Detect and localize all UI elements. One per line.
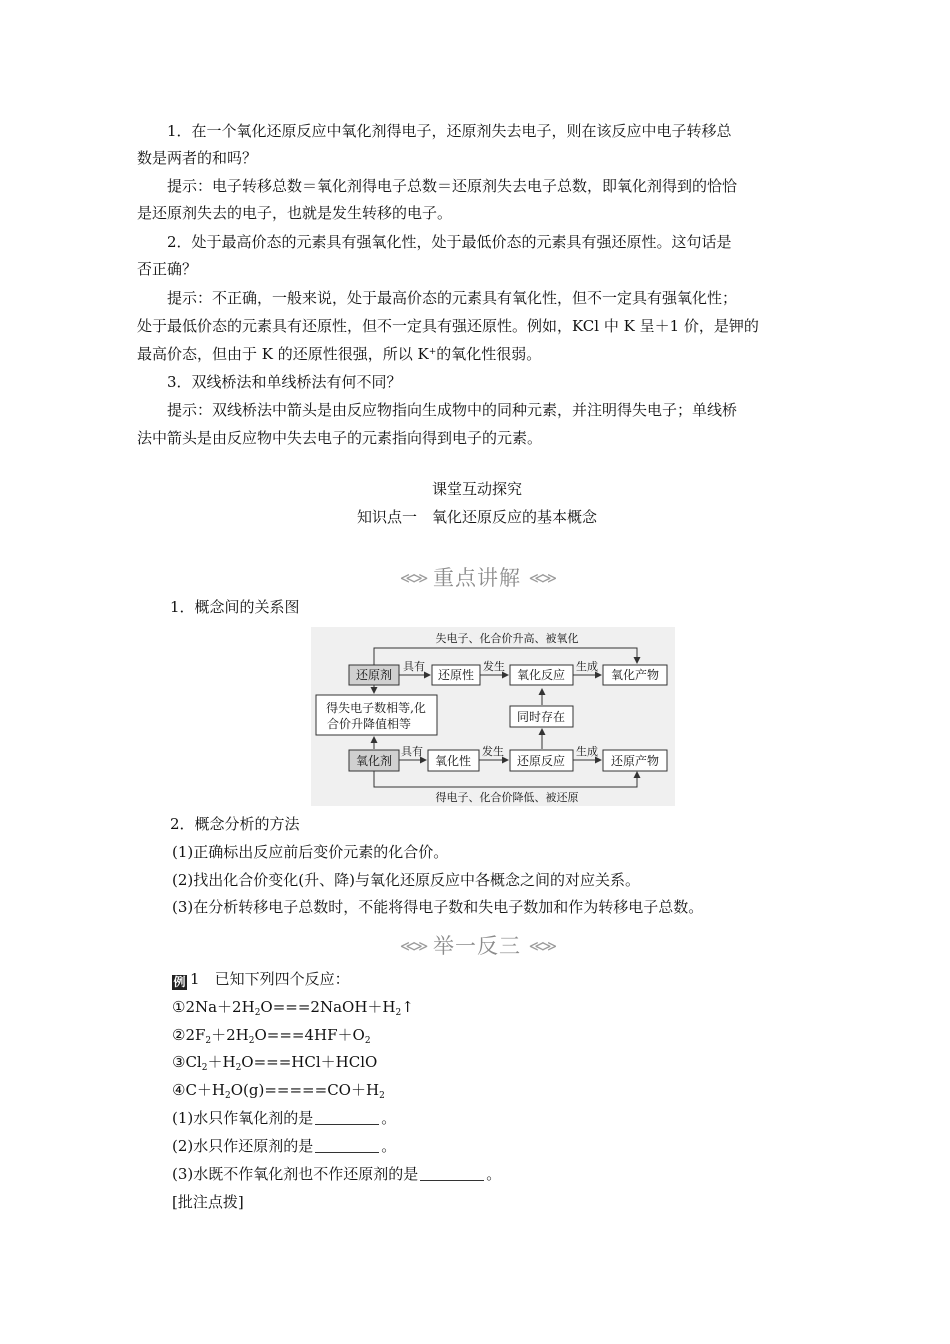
banner-deco-right: ≪≫	[528, 937, 555, 955]
question-2: 2．处于最高价态的元素具有强氧化性，处于最低价态的元素具有强还原性。这句话是	[167, 233, 732, 251]
question-2-cont: 否正确？	[137, 260, 198, 278]
label-forms-2: 生成	[576, 745, 598, 758]
example-intro-text: 已知下列四个反应：	[214, 970, 350, 988]
section-title: 课堂互动探究	[431, 480, 522, 498]
label-has-2: 具有	[401, 745, 423, 758]
banner-deco-right: ≪≫	[528, 569, 555, 587]
box-equal-line-2: 合价升降值相等	[326, 717, 412, 731]
point-2-item-3: (3)在分析转移电子总数时，不能将得电子数和失电子数加和作为转移电子总数。	[172, 898, 704, 916]
answer-3-cont: 法中箭头是由反应物中失去电子的元素指向得到电子的元素。	[137, 429, 543, 447]
box-reduction-reaction: 还原反应	[516, 754, 566, 768]
answer-1: 提示：电子转移总数＝氧化剂得电子总数＝还原剂失去电子总数，即氧化剂得到的恰恰	[167, 177, 738, 195]
box-oxidation-reaction: 氧化反应	[516, 668, 566, 682]
box-oxidation-product: 氧化产物	[610, 668, 660, 682]
point-2-item-1: (1)正确标出反应前后变价元素的化合价。	[172, 843, 449, 861]
answer-blank[interactable]	[315, 1110, 379, 1125]
box-coexist: 同时存在	[516, 710, 566, 724]
answer-blank[interactable]	[315, 1138, 379, 1153]
point-2-heading: 2．概念分析的方法	[170, 815, 300, 833]
reaction-2: $②2F_2+2H_2O===4HF+O_2$	[172, 1026, 371, 1046]
example-intro	[172, 966, 350, 993]
section-subtitle: 知识点一 氧化还原反应的基本概念	[356, 508, 597, 526]
box-equal-line-1: 得失电子数相等,化	[326, 701, 426, 715]
reaction-4: $④C+H_2O(g)=====CO+H_2$	[172, 1081, 385, 1101]
label-occurs-2: 发生	[482, 745, 504, 758]
banner-text: 重点讲解	[433, 566, 521, 590]
answer-2-cont: 处于最低价态的元素具有还原性，但不一定具有强还原性。例如，KCl 中 K 呈＋1 价，是钾的	[137, 317, 759, 335]
answer-2-cont-2: 最高价态，但由于 K 的还原性很强，所以 K+的氧化性很弱。	[137, 345, 542, 363]
box-reduction-product: 还原产物	[610, 754, 660, 768]
answer-1-cont: 是还原剂失去的电子，也就是发生转移的电子。	[137, 204, 453, 222]
answer-3: 提示：双线桥法中箭头是由反应物指向生成物中的同种元素，并注明得失电子；单线桥	[167, 401, 738, 419]
question-3: 3．双线桥法和单线桥法有何不同？	[167, 373, 402, 391]
box-oxidizability: 氧化性	[434, 754, 472, 768]
question-blank-2: (2)水只作还原剂的是 。	[172, 1137, 397, 1155]
question-1-cont: 数是两者的和吗？	[137, 149, 258, 167]
banner-deco-left: ≪≫	[399, 937, 426, 955]
example-icon: 例	[173, 975, 186, 989]
question-blank-1: (1)水只作氧化剂的是 。	[172, 1109, 397, 1127]
concept-relationship-diagram	[311, 627, 675, 806]
box-reducibility: 还原性	[437, 668, 475, 682]
bottom-arrow-label: 得电子、化合价降低、被还原	[435, 791, 579, 804]
banner-text: 举一反三	[433, 934, 521, 958]
reaction-3: $③Cl_2+H_2O===HCl+HClO$	[172, 1053, 378, 1073]
banner-key-points	[137, 563, 817, 593]
box-reductant: 还原剂	[355, 668, 393, 682]
answer-2: 提示：不正确，一般来说，处于最高价态的元素具有氧化性，但不一定具有强氧化性；	[167, 289, 738, 307]
point-2-item-2: (2)找出化合价变化(升、降)与氧化还原反应中各概念之间的对应关系。	[172, 871, 640, 889]
point-1-heading: 1．概念间的关系图	[170, 598, 300, 616]
question-blank-3: (3)水既不作氧化剂也不作还原剂的是 。	[172, 1165, 502, 1183]
example-number: 1	[190, 970, 200, 988]
reaction-1: $①2Na+2H_2O===2NaOH+H_2↑$	[172, 998, 414, 1018]
box-oxidant: 氧化剂	[355, 754, 393, 768]
label-forms-1: 生成	[576, 660, 598, 673]
banner-practice	[137, 931, 817, 961]
label-occurs-1: 发生	[483, 660, 505, 673]
annotation-note: [批注点拨]	[172, 1193, 244, 1211]
label-has-1: 具有	[403, 660, 425, 673]
top-arrow-label: 失电子、化合价升高、被氧化	[435, 632, 579, 645]
question-1: 1．在一个氧化还原反应中氧化剂得电子，还原剂失去电子，则在该反应中电子转移总	[167, 122, 732, 140]
answer-blank[interactable]	[420, 1166, 484, 1181]
banner-deco-left: ≪≫	[399, 569, 426, 587]
